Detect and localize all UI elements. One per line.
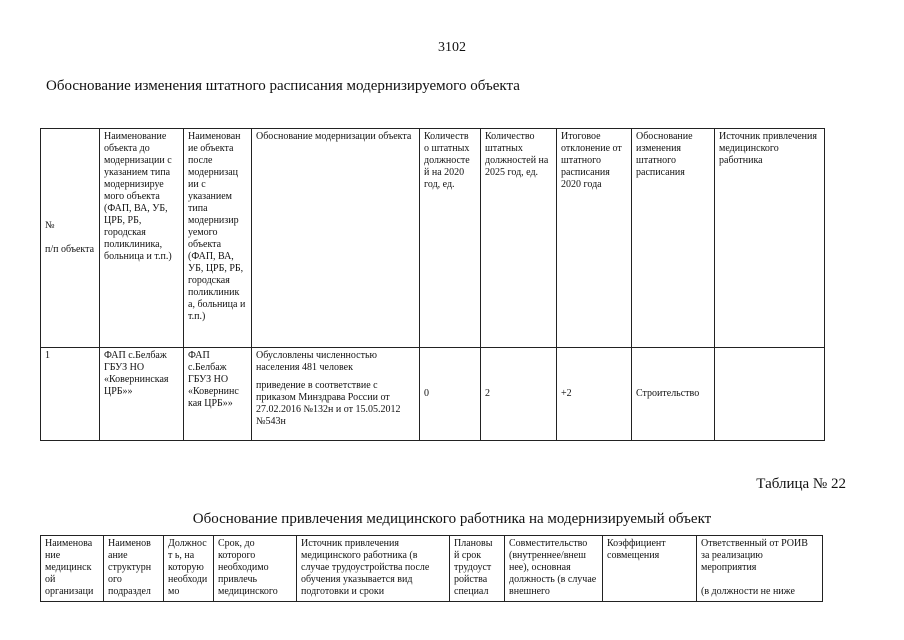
header-position: Должност ь, на которую необходи мо — [164, 536, 214, 602]
header-num: № п/п объекта — [41, 129, 100, 348]
table-number: Таблица № 22 — [756, 476, 846, 492]
header-source: Источник привлечения медицинского работника (в случае трудоустройства после обучения указывается вид подготовки и сроки — [297, 536, 450, 602]
row-change-reason: Строительство — [632, 348, 715, 441]
row-num: 1 — [41, 348, 100, 441]
header-count-2025: Количество штатных должностей на 2025 год, ед. — [481, 129, 557, 348]
page-number: 3102 — [438, 40, 466, 55]
row-before: ФАП с.Белбаж ГБУЗ НО «Ковернинская ЦРБ»» — [100, 348, 184, 441]
table1-header-row — [41, 129, 825, 348]
header-change-reason: Обоснование изменения штатного расписания — [632, 129, 715, 348]
header-planned-date: Плановы й срок трудоуст ройства специал — [450, 536, 505, 602]
table-row — [41, 348, 825, 441]
table2-heading: Обоснование привлечения медицинского работника на модернизируемый объект — [192, 511, 712, 527]
header-count-2020: Количеств о штатных должносте й на 2020 год, ед. — [420, 129, 481, 348]
row-reason-line1: Обусловлены численностью населения 481 человек — [256, 350, 377, 373]
header-before: Наименование объекта до модернизации с указанием типа модернизируе мого объекта (ФАП, ВА, УБ, ЦРБ, РБ, городская поликлиника, больница и т.п.) — [100, 129, 184, 348]
row-count-2020: 0 — [420, 348, 481, 441]
header-deviation: Итоговое отклонение от штатного расписания 2020 года — [557, 129, 632, 348]
row-count-2025: 2 — [481, 348, 557, 441]
header-reason: Обоснование модернизации объекта — [252, 129, 420, 348]
header-coefficient: Коэффициент совмещения — [603, 536, 697, 602]
header-part-time: Совместительство (внутреннее/внеш нее), основная должность (в случае внешнего — [505, 536, 603, 602]
table2-header-row — [41, 536, 823, 602]
table1-heading: Обоснование изменения штатного расписания модернизируемого объекта — [46, 78, 520, 94]
header-source: Источник привлечения медицинского работника — [715, 129, 825, 348]
header-org: Наименова ние медицинск ой организаци — [41, 536, 104, 602]
header-after: Наименован ие объекта после модернизац ии с указанием типа модернизир уемого объекта (ФАП, ВА, УБ, ЦРБ, РБ, городская поликлиник а, больница и т.п.) — [184, 129, 252, 348]
row-reason — [252, 348, 420, 441]
row-deviation: +2 — [557, 348, 632, 441]
header-unit: Наименов ание структурн ого подраздел — [104, 536, 164, 602]
row-source — [715, 348, 825, 441]
staffing-change-table — [40, 128, 825, 441]
worker-recruitment-table — [40, 535, 823, 602]
row-after: ФАП с.Белбаж ГБУЗ НО «Ковернинс кая ЦРБ»» — [184, 348, 252, 441]
header-deadline: Срок, до которого необходимо привлечь медицинского — [214, 536, 297, 602]
row-reason-line2: приведение в соответствие с приказом Минздрава России от 27.02.2016 №132н и от 15.05.2012 №543н — [256, 380, 401, 427]
header-responsible: Ответственный от РОИВ за реализацию мероприятия (в должности не ниже — [697, 536, 823, 602]
